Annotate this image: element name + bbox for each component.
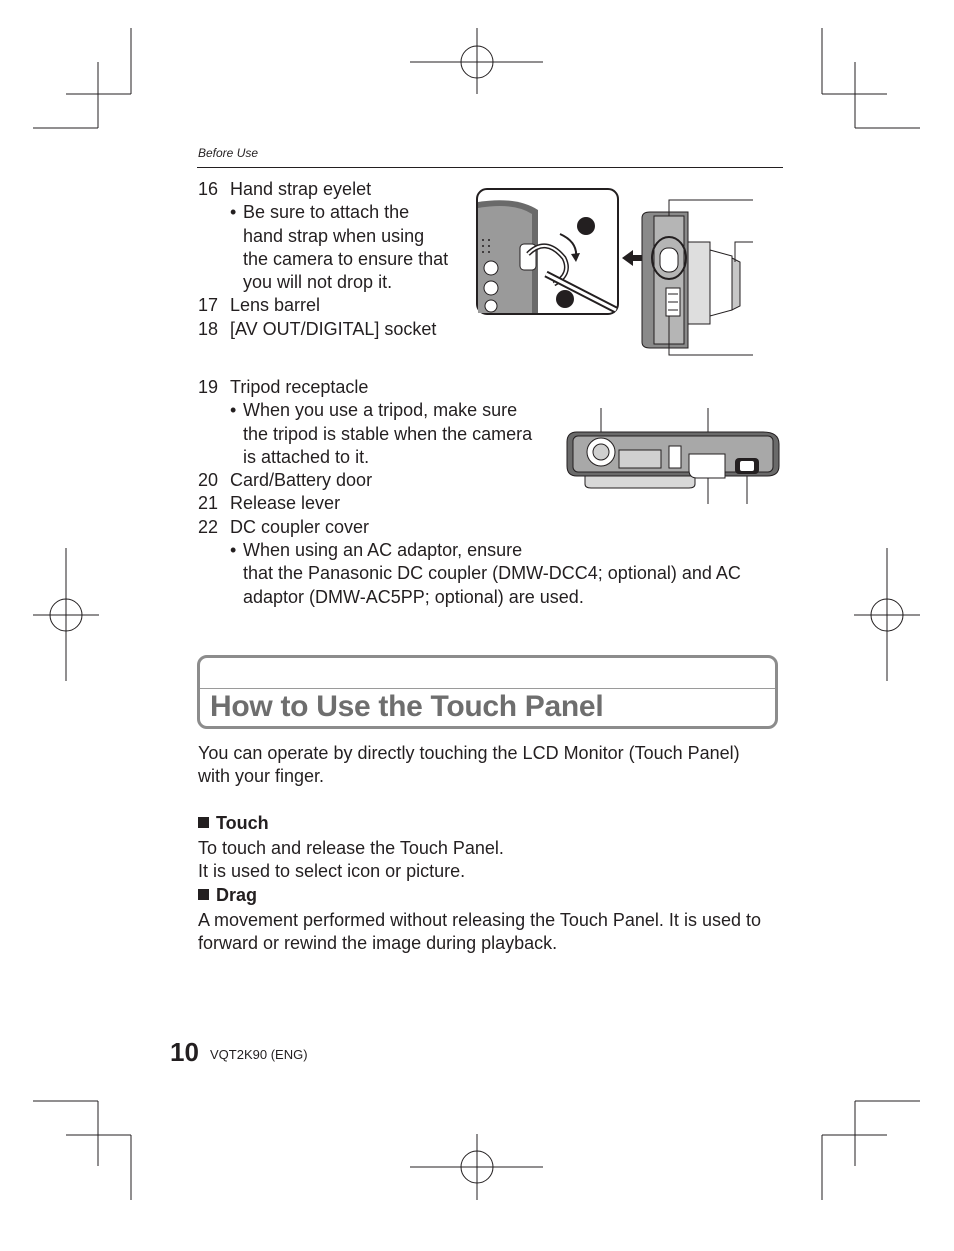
touch-heading: Touch xyxy=(198,813,269,834)
part-item-19: 19 Tripod receptacle xyxy=(198,377,369,397)
square-bullet-icon xyxy=(198,889,209,900)
hand-strap-illustration xyxy=(476,188,619,315)
part-note-22: • When using an AC adaptor, ensure xyxy=(230,540,523,561)
section-title-divider xyxy=(200,688,775,689)
part-note-16: • Be sure to attach the xyxy=(230,202,410,223)
drag-heading: Drag xyxy=(198,885,257,906)
square-bullet-icon xyxy=(198,817,209,828)
header-rule xyxy=(197,167,783,168)
part-note-19: • When you use a tripod, make sure xyxy=(230,400,518,421)
camera-side-illustration xyxy=(640,198,756,358)
part-item-17: 17 Lens barrel xyxy=(198,295,321,316)
section-title: How to Use the Touch Panel xyxy=(210,690,604,723)
part-item-22: 22 DC coupler cover xyxy=(198,516,370,537)
part-item-21: 21 Release lever xyxy=(198,493,341,514)
section-intro: You can operate by directly touching the LCD Monitor (Touch Panel) with your finger. xyxy=(198,743,740,787)
document-code: VQT2K90 (ENG) xyxy=(210,1047,308,1062)
camera-bottom-illustration xyxy=(563,406,785,506)
page-number: 10 xyxy=(170,1037,199,1067)
part-item-20: 20 Card/Battery door xyxy=(198,470,373,491)
touch-description: To touch and release the Touch Panel. It is used to select icon or picture. xyxy=(198,838,504,882)
parts-list-lower: 19 Tripod receptacle • When you use a tripod, make sure the tripod is stable when the camera is attached to it. 20 Card/Battery door 21 Release lever 22 DC coupler cover • When using an AC adaptor, ensure that the Panasonic DC coupler (DMW-DCC4; optional) and AC adaptor (DMW-AC5PP; optional) are used. xyxy=(198,377,741,607)
parts-list-upper: 16 Hand strap eyelet • Be sure to attach the hand strap when using the camera to ensure that you will not drop it. 17 Lens barrel 18 [AV OUT/DIGITAL] socket xyxy=(198,178,448,341)
part-item-16: 16 Hand strap eyelet xyxy=(198,179,372,199)
section-header: Before Use xyxy=(198,146,259,160)
part-item-18: 18 [AV OUT/DIGITAL] socket xyxy=(198,318,437,339)
drag-description: A movement performed without releasing the Touch Panel. It is used to forward or rewind the image during playback. xyxy=(198,910,761,954)
